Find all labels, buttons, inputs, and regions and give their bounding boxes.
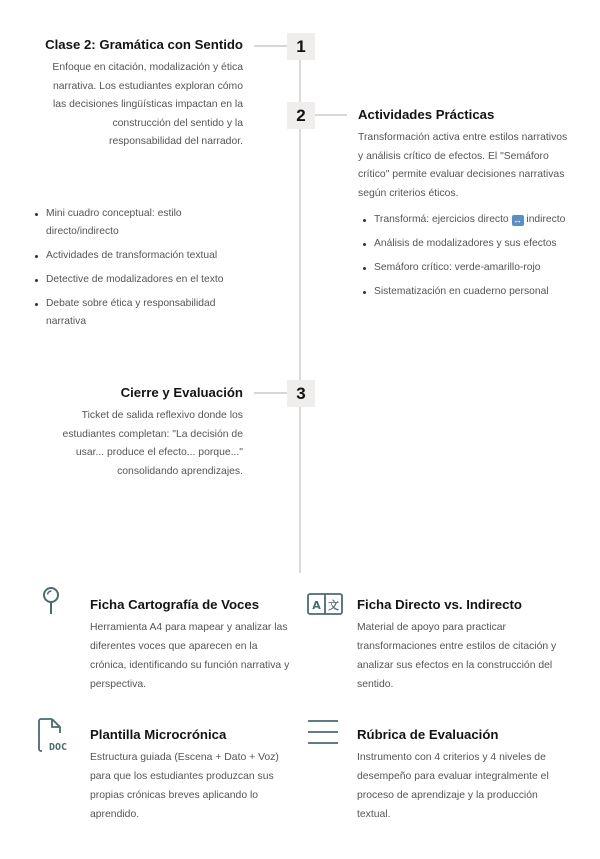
list-item: Mini cuadro conceptual: estilo directo/indirecto [32, 205, 247, 241]
list-item: Semáforo crítico: verde-amarillo-rojo [360, 259, 568, 277]
step-2-bullets [358, 211, 568, 301]
list-item: Transformá: ejercicios directo ↔ indirecto [360, 211, 568, 229]
resource-description: Instrumento con 4 criterios y 4 niveles de desempeño para evaluar integralmente el proceso de aprendizaje y la producción textual. [357, 752, 549, 820]
step-description: Enfoque en citación, modalización y ética narrativa. Los estudiantes exploran cómo las decisiones lingüísticas impactan en la construcción del sentido y la responsabilidad del narrador. [52, 62, 243, 147]
resource-description: Material de apoyo para practicar transformaciones entre estilos de citación y analizar sus efectos en la construcción del sentido. [357, 622, 557, 690]
resource-title: Ficha Directo vs. Indirecto [357, 597, 522, 612]
connector-2 [315, 114, 347, 116]
connector-1 [254, 45, 287, 47]
resource-title: Plantilla Microcrónica [90, 727, 227, 742]
left-right-arrow-icon: ↔ [513, 215, 523, 225]
svg-text:文: 文 [328, 599, 339, 612]
step-3 [43, 385, 243, 481]
step-title: Actividades Prácticas [358, 107, 495, 122]
step-badge-2: 2 [287, 102, 315, 129]
list-item: Debate sobre ética y responsabilidad narrativa [32, 295, 247, 331]
svg-text:A: A [312, 599, 321, 612]
resource-title: Ficha Cartografía de Voces [90, 597, 260, 612]
list-item: Análisis de modalizadores y sus efectos [360, 235, 568, 253]
list-item: Sistematización en cuaderno personal [360, 283, 568, 301]
magnifier-icon [36, 585, 66, 615]
svg-text:DOC: DOC [48, 742, 68, 753]
menu-lines-icon [307, 719, 339, 745]
resource-description: Estructura guiada (Escena + Dato + Voz) para que los estudiantes produzcan sus propias crónicas breves aplicando lo aprendido. [90, 752, 279, 820]
step-description: Ticket de salida reflexivo donde los estudiantes completan: "La decisión de usar... produce el efecto... porque..." consolidando aprendizajes. [62, 410, 243, 477]
step-title: Cierre y Evaluación [120, 385, 243, 400]
list-item: Detective de modalizadores en el texto [32, 271, 247, 289]
step-title: Clase 2: Gramática con Sentido [45, 37, 243, 52]
resource-title: Rúbrica de Evaluación [357, 727, 499, 742]
step-badge-1: 1 [287, 33, 315, 60]
step-description: Transformación activa entre estilos narrativos y análisis crítico de efectos. El "Semáforo crítico" permite evaluar decisiones narrativas según criterios éticos. [358, 132, 568, 199]
step-2 [358, 107, 568, 307]
connector-3 [254, 392, 287, 394]
resource-description: Herramienta A4 para mapear y analizar las diferentes voces que aparecen en la crónica, identificando su función narrativa y perspectiva. [90, 622, 290, 690]
translate-icon [307, 593, 343, 615]
step-1 [43, 37, 243, 152]
doc-file-icon [38, 717, 74, 753]
step-badge-3: 3 [287, 380, 315, 407]
step-1-bullets [32, 205, 247, 337]
list-item: Actividades de transformación textual [32, 247, 247, 265]
